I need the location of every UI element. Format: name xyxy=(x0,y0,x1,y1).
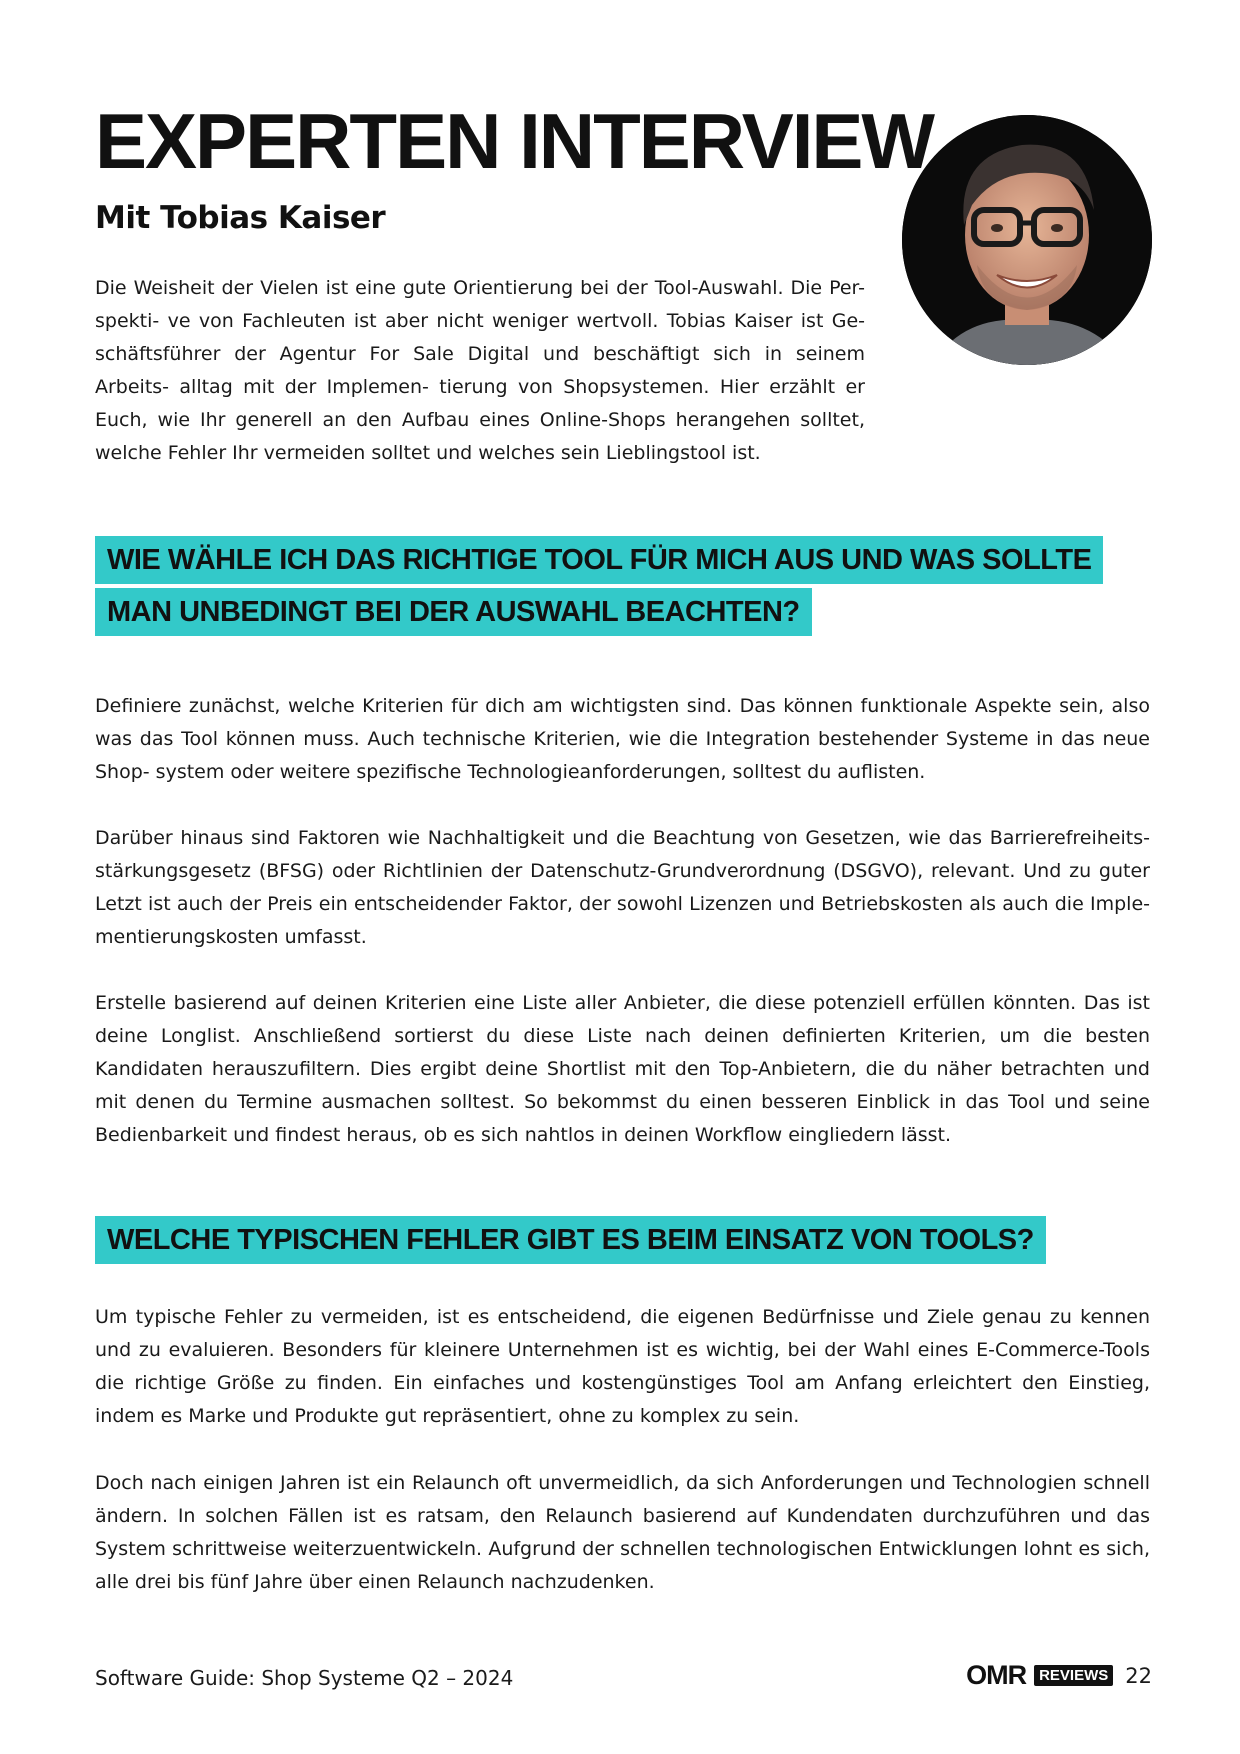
section-heading-typical-errors xyxy=(95,1216,1046,1268)
body-paragraph: Um typische Fehler zu vermeiden, ist es entscheidend, die eigenen Bedürfnisse und Ziele genau zu kennen und zu evaluieren. Besonders für kleinere Unternehmen ist es wichtig, bei der Wahl eines E-Commerce-Tools die richtige Größe zu finden. Ein einfaches und kostengünstiges Tool am Anfang erleichtert den Einstieg, indem es Marke und Produkte gut repräsentiert, ohne zu komplex zu sein. xyxy=(95,1306,1150,1427)
omr-logo: OMR xyxy=(966,1660,1027,1690)
body-paragraph: Definiere zunächst, welche Kriterien für dich am wichtigsten sind. Das können funktionale Aspekte sein, also was das Tool können muss. Auch technische Kriterien, wie die Integration bestehender Systeme in das neue Shop- system oder weitere spezifische Technologieanforderungen, solltest du auflisten. xyxy=(95,695,1150,783)
reviews-logo-badge: REVIEWS xyxy=(1034,1665,1113,1686)
section-heading-line: WIE WÄHLE ICH DAS RICHTIGE TOOL FÜR MICH AUS UND WAS SOLLTE xyxy=(95,536,1103,584)
body-paragraph: Darüber hinaus sind Faktoren wie Nachhaltigkeit und die Beachtung von Gesetzen, wie das Barrierefreiheits- stärkungsgesetz (BFSG) oder Richtlinien der Datenschutz-Grundverordnung (DSGVO), relevant. Und zu guter Letzt ist auch der Preis ein entscheidender Faktor, der sowohl Lizenzen und Betriebskosten als auch die Imple- mentierungskosten umfasst. xyxy=(95,827,1150,948)
section-heading-line: WELCHE TYPISCHEN FEHLER GIBT ES BEIM EINSATZ VON TOOLS? xyxy=(95,1216,1046,1264)
portrait-photo xyxy=(902,115,1152,365)
section-heading-line: MAN UNBEDINGT BEI DER AUSWAHL BEACHTEN? xyxy=(95,588,812,636)
interviewee-subtitle: Mit Tobias Kaiser xyxy=(95,200,386,236)
body-paragraph: Erstelle basierend auf deinen Kriterien eine Liste aller Anbieter, die diese potenziell erfüllen könnten. Das ist deine Longlist. Anschließend sortierst du diese Liste nach deinen definierten Kriterien, um die besten Kandidaten herauszufiltern. Dies ergibt deine Shortlist mit den Top-Anbietern, die du näher betrachten und mit denen du Termine ausmachen solltest. So bekommst du einen besseren Einblick in das Tool und seine Bedienbarkeit und findest heraus, ob es sich nahtlos in deinen Workflow eingliedern lässt. xyxy=(95,992,1150,1146)
body-paragraph: Doch nach einigen Jahren ist ein Relaunch oft unvermeidlich, da sich Anforderungen und Technologien schnell ändern. In solchen Fällen ist es ratsam, den Relaunch basierend auf Kundendaten durchzuführen und das System schrittweise weiterzuentwickeln. Aufgrund der schnellen technologischen Entwicklungen lohnt es sich, alle drei bis fünf Jahre über einen Relaunch nachzudenken. xyxy=(95,1472,1150,1593)
footer-guide-title: Software Guide: Shop Systeme Q2 – 2024 xyxy=(95,1666,514,1690)
page-number: 22 xyxy=(1125,1663,1152,1688)
page-title: EXPERTEN INTERVIEW xyxy=(95,97,934,185)
footer-branding xyxy=(966,1662,1152,1689)
section-heading-tool-selection xyxy=(95,536,1103,640)
intro-paragraph: Die Weisheit der Vielen ist eine gute Orientierung bei der Tool-Auswahl. Die Per- spekti- ve von Fachleuten ist aber nicht weniger wertvoll. Tobias Kaiser ist Ge- schäftsführer der Agentur For Sale Digital und beschäftigt sich in seinem Arbeits- alltag mit der Implemen- tierung von Shopsystemen. Hier erzählt er Euch, wie Ihr generell an den Aufbau eines Online-Shops herangehen solltet, welche Fehler Ihr vermeiden solltet und welches sein Lieblingstool ist. xyxy=(95,277,865,464)
